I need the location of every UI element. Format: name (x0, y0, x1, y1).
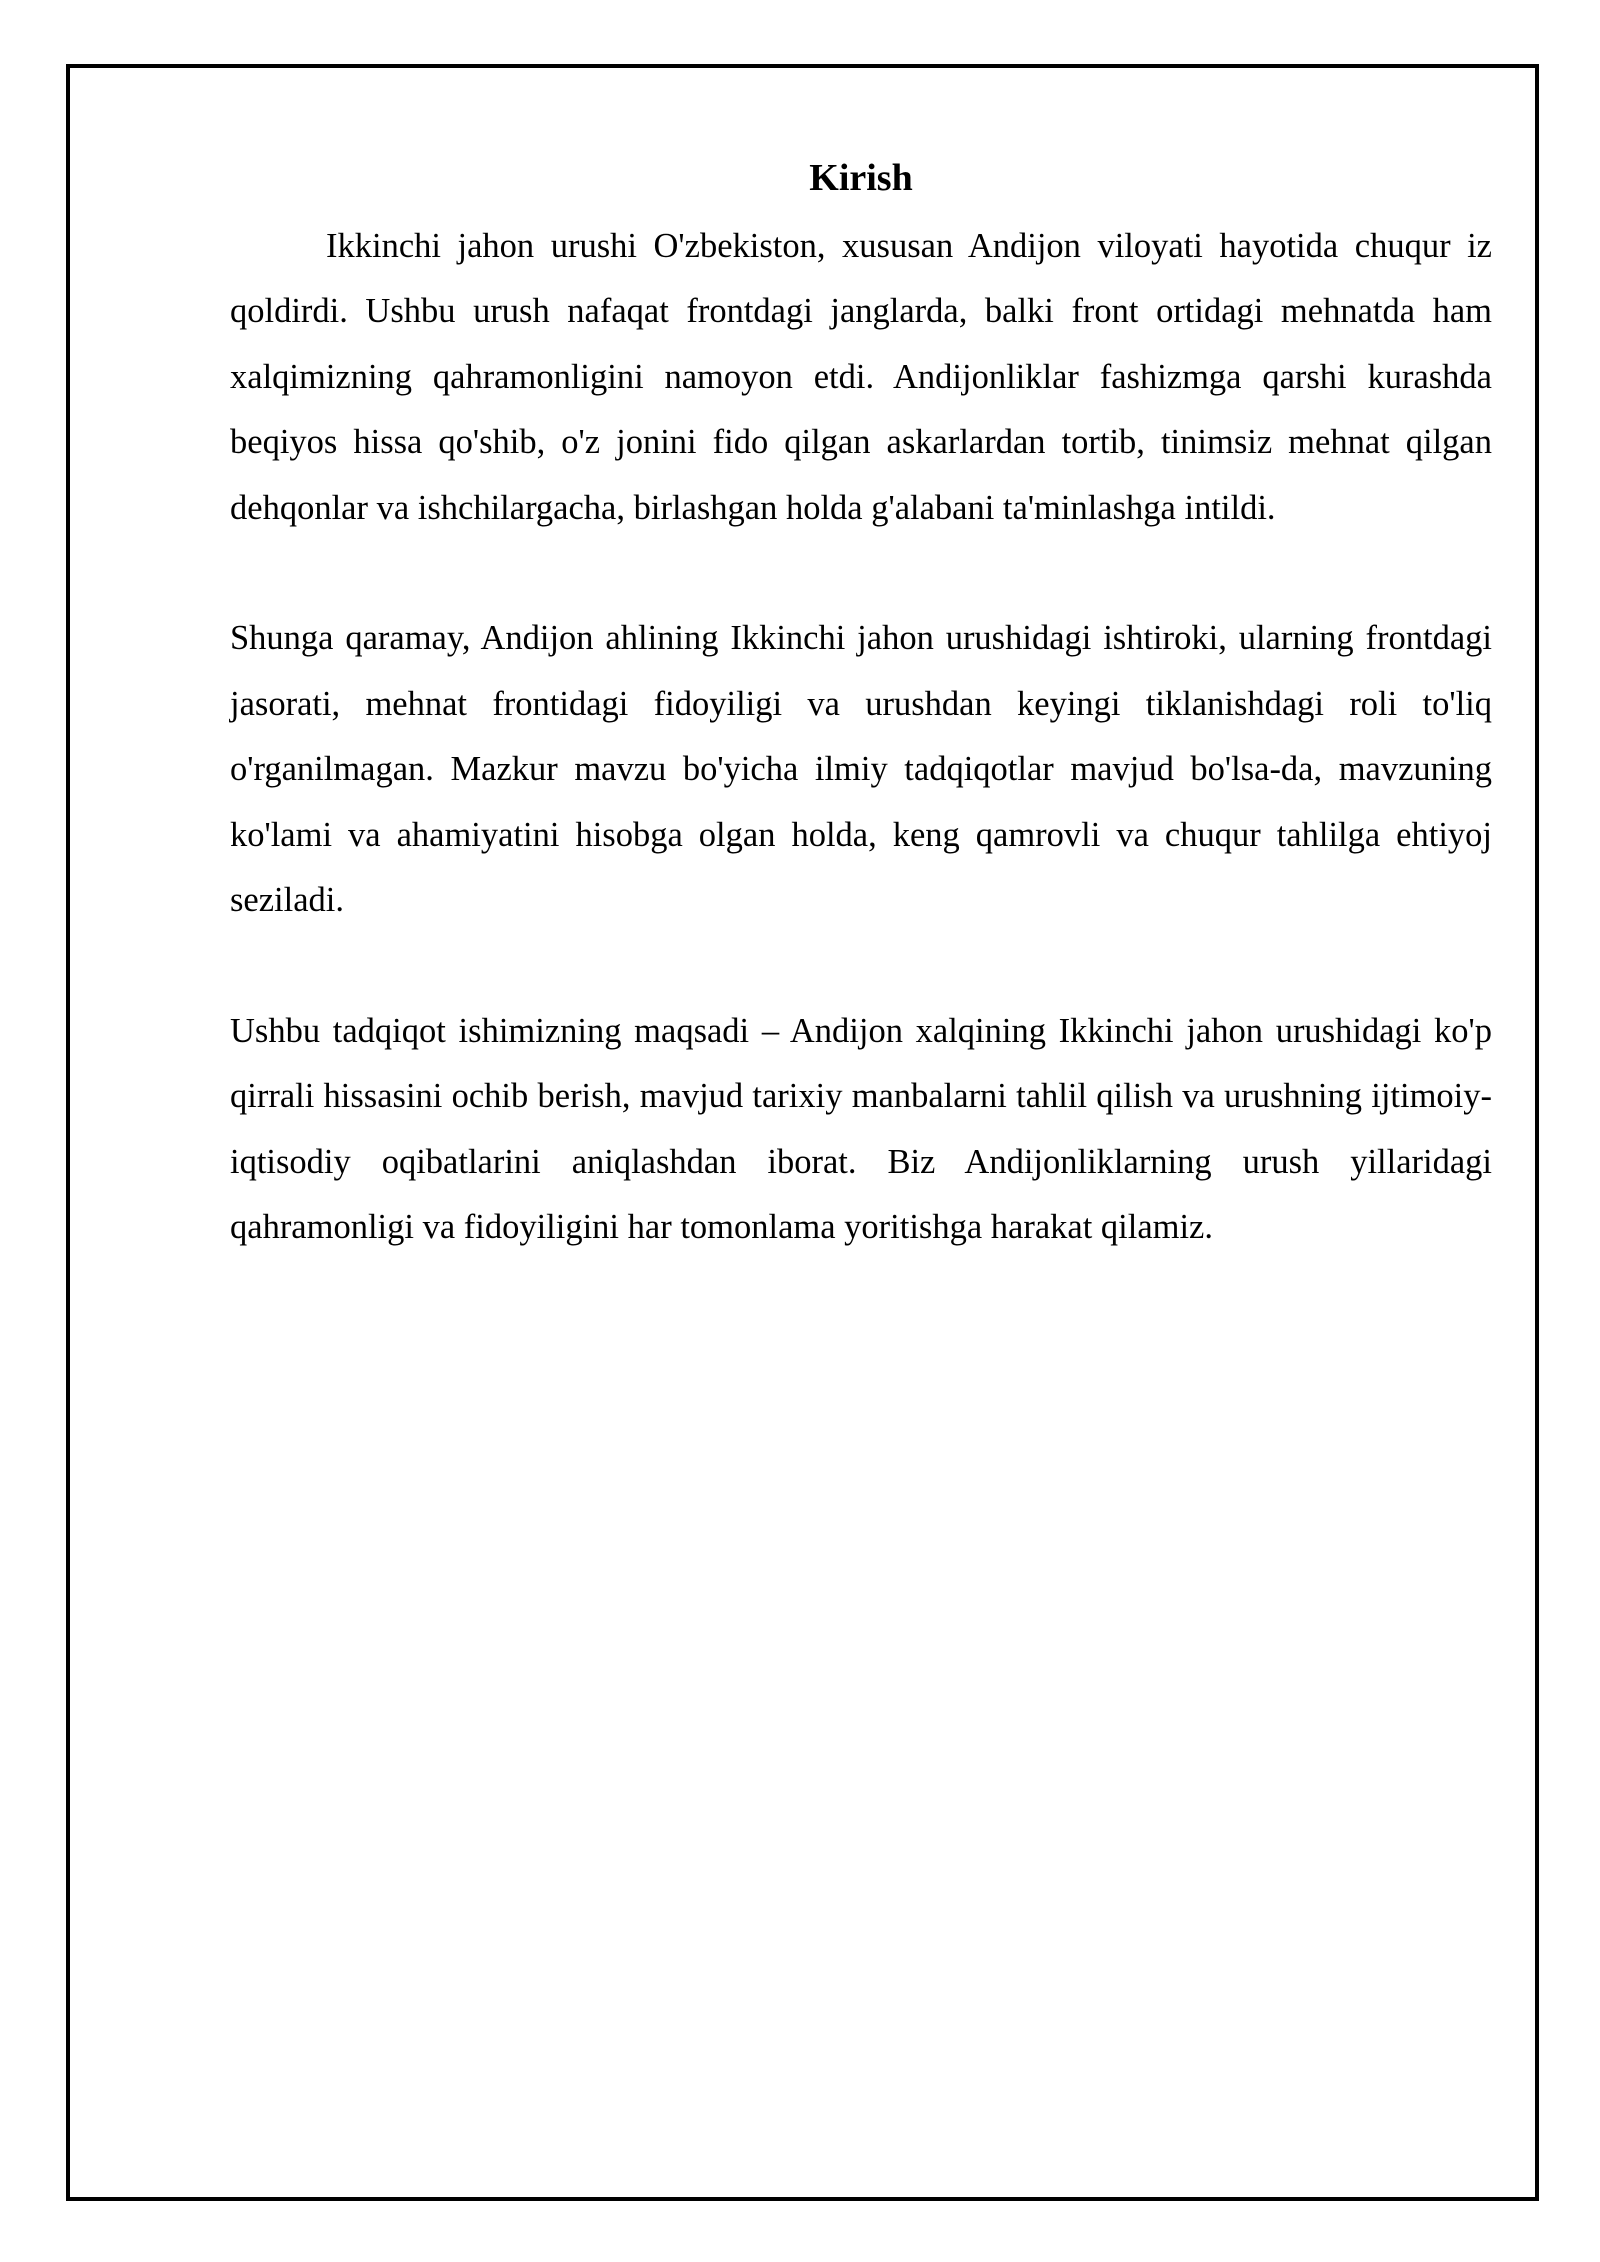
paragraph-1: Ikkinchi jahon urushi O'zbekiston, xususan Andijon viloyati hayotida chuqur iz qoldirdi. Ushbu urush nafaqat frontdagi janglarda, balki front ortidagi mehnatda ham xalqimizning qahramonligini namoyon etdi. Andijonliklar fashizmga qarshi kurashda beqiyos hissa qo'shib, o'z jonini fido qilgan askarlardan tortib, tinimsiz mehnat qilgan dehqonlar va ishchilargacha, birlashgan holda g'alabani ta'minlashga intildi. (230, 227, 1492, 527)
paragraph-2: Shunga qaramay, Andijon ahlining Ikkinchi jahon urushidagi ishtiroki, ularning frontdagi jasorati, mehnat frontidagi fidoyiligi va urushdan keyingi tiklanishdagi roli to'liq o'rganilmagan. Mazkur mavzu bo'yicha ilmiy tadqiqotlar mavjud bo'lsa-da, mavzuning ko'lami va ahamiyatini hisobga olgan holda, keng qamrovli va chuqur tahlilga ehtiyoj seziladi. (230, 619, 1492, 920)
paragraph-spacer (230, 933, 1492, 998)
document-title: Kirish (809, 157, 913, 199)
paragraph-3: Ushbu tadqiqot ishimizning maqsadi – Andijon xalqining Ikkinchi jahon urushidagi ko'p qirrali hissasini ochib berish, mavjud tarixiy manbalarni tahlil qilish va urushning ijtimoiy-iqtisodiy oqibatlarini aniqlashdan iborat. Biz Andijonliklarning urush yillaridagi qahramonligi va fidoyiligini har tomonlama yoritishga harakat qilamiz. (230, 1011, 1492, 1247)
document-body (230, 150, 1492, 1260)
paragraph-spacer (230, 541, 1492, 606)
